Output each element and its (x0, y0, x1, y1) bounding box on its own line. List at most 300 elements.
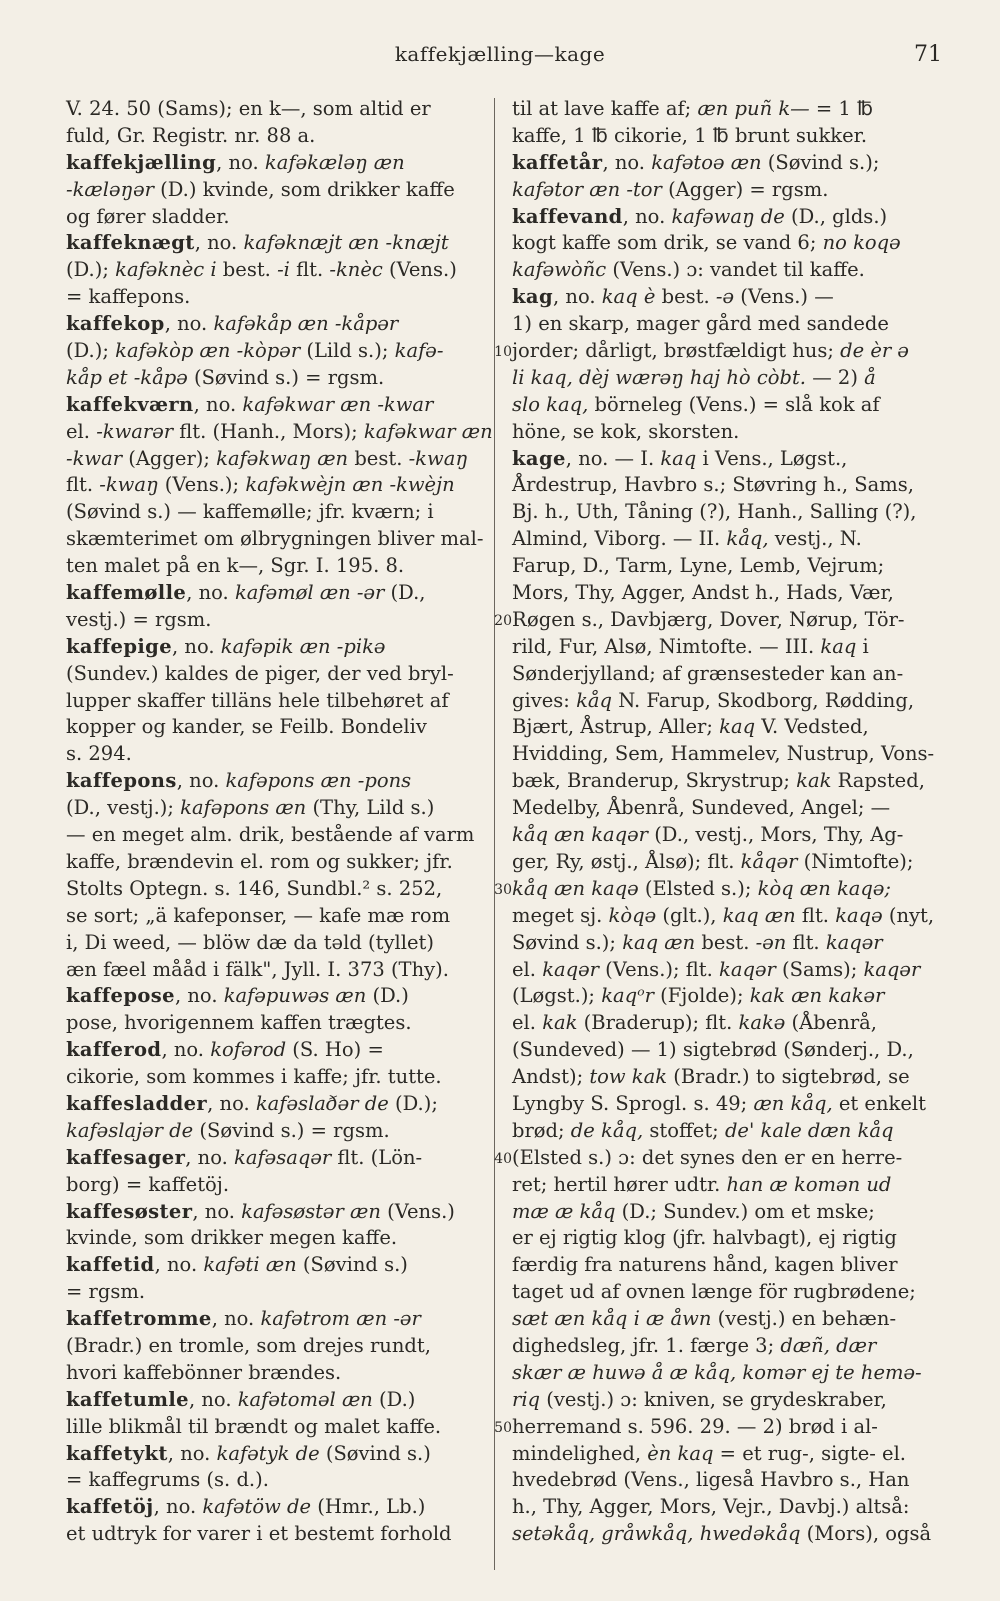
text-run: (D.) (366, 984, 409, 1008)
text-run: pose, hvorigennem kaffen trægtes. (66, 1011, 412, 1035)
phonetic-form: setəkåq, gråwkåq, hwedəkåq (512, 1522, 801, 1546)
text-line (512, 204, 930, 231)
text-run: el. (512, 957, 543, 981)
text-line (66, 768, 484, 795)
text-run: (Søvind s.) = rgsm. (187, 365, 385, 389)
text-run: Røgen s., Davbjærg, Dover, Nørup, Tör- (512, 607, 905, 631)
text-line (512, 392, 930, 419)
line-number: 50 (494, 1420, 512, 1437)
text-run: meget sj. (512, 903, 609, 927)
text-run: (Søvind s.) (296, 1253, 408, 1277)
text-run: — 2) (806, 365, 865, 389)
line-number: 20 (494, 613, 512, 630)
text-run: , no. (185, 1145, 235, 1169)
text-run: (Bradr.) en tromle, som drejes rundt, (66, 1333, 431, 1357)
phonetic-form: æn kåq, (753, 1091, 833, 1115)
text-run: = kaffepons. (66, 285, 191, 309)
phonetic-form: kafəpik æn -pikə (220, 634, 386, 658)
phonetic-form: kaqər (542, 957, 599, 981)
text-run: er ej rigtig klog (jfr. halvbagt), ej rigtig (512, 1226, 897, 1250)
phonetic-form: kaqə (835, 903, 883, 927)
text-line (512, 688, 930, 715)
text-line (512, 1199, 930, 1226)
text-line (66, 472, 484, 499)
text-line (66, 1279, 484, 1306)
text-run: , no. (207, 1091, 256, 1115)
headword: kaffetår (512, 150, 603, 174)
text-run: (Vens.) (382, 258, 457, 282)
phonetic-form: kafəknæjt æn -knæjt (243, 231, 449, 255)
text-line (512, 1441, 930, 1468)
text-line (512, 580, 930, 607)
text-line (66, 338, 484, 365)
phonetic-form: dæñ, dær (780, 1333, 877, 1357)
phonetic-form: han æ komən ud (726, 1172, 892, 1196)
line-number: 40 (494, 1151, 512, 1168)
text-line (512, 768, 930, 795)
phonetic-form: skær æ huwə å æ kåq, komər ej te hemə- (512, 1360, 922, 1384)
right-column (512, 96, 935, 1548)
text-run: el. (512, 1011, 543, 1035)
text-run: (D.; Sundev.) om et mske; (615, 1199, 875, 1223)
phonetic-form: kafəkwèjn æn -kwèjn (245, 473, 455, 497)
headword: kaffemølle (66, 581, 187, 605)
text-line (512, 230, 930, 257)
text-run: Andst); (512, 1065, 590, 1089)
headword: kaffepige (66, 634, 173, 658)
text-line (66, 553, 484, 580)
text-run: best. (348, 446, 409, 470)
text-run: (D.); (66, 258, 116, 282)
text-run: (D.) kvinde, som drikker kaffe (153, 177, 455, 201)
text-run: (D.) (372, 1387, 416, 1411)
text-run: (Sundev.) kaldes de piger, der ved bryl- (66, 661, 454, 685)
text-run: ret; hertil hører udtr. (512, 1172, 727, 1196)
text-run: , no. (188, 1387, 238, 1411)
text-run: (Vens.) ɔ: vandet til kaffe. (606, 258, 865, 282)
phonetic-form: kafəkæləŋ æn (264, 150, 405, 174)
headword: kaffesøster (66, 1199, 193, 1223)
text-run: lille blikmål til brændt og malet kaffe. (66, 1414, 442, 1438)
text-run: cikorie, som kommes i kaffe; jfr. tutte. (66, 1065, 442, 1089)
phonetic-form: kåp et -kåpə (66, 365, 188, 389)
text-line (66, 230, 484, 257)
text-line (512, 1225, 930, 1252)
text-run: dighedsleg, jfr. 1. færge 3; (512, 1333, 781, 1357)
text-line (512, 1091, 930, 1118)
text-run: , no. (164, 312, 214, 336)
text-run: kogt kaffe som drik, se vand 6; (512, 231, 823, 255)
text-run: el. (66, 419, 97, 443)
text-line (512, 257, 930, 284)
text-line (66, 1521, 484, 1548)
text-line (512, 903, 935, 930)
text-run: (D., glds.) (784, 204, 888, 228)
text-run: rild, Fur, Alsø, Nimtofte. — III. (512, 634, 821, 658)
text-line (512, 499, 930, 526)
text-run: , no. (211, 1307, 261, 1331)
text-line (512, 930, 930, 957)
headword: kag (512, 285, 553, 309)
text-run: flt. (795, 903, 836, 927)
text-run: N. Farup, Skodborg, Rødding, (612, 688, 915, 712)
headword: kafferod (66, 1038, 162, 1062)
page-number: 71 (914, 42, 942, 67)
text-run: (Elsted s.); (638, 876, 758, 900)
text-line (512, 1467, 930, 1494)
phonetic-form: kafətyk de (216, 1441, 320, 1465)
text-run: (Fjolde); (653, 984, 750, 1008)
text-run: hvedebrød (Vens., ligeså Havbro s., Han (512, 1468, 910, 1492)
text-run: et udtryk for varer i et bestemt forhold (66, 1522, 452, 1546)
phonetic-form: -i (277, 258, 290, 282)
phonetic-form: li kaq, dèj wærəŋ haj hò còbt. (512, 365, 807, 389)
text-line (66, 1225, 484, 1252)
text-run: , no. — I. (565, 446, 661, 470)
text-run: (D., vestj., Mors, Thy, Ag- (648, 823, 904, 847)
text-line (66, 1172, 484, 1199)
text-line (512, 1172, 930, 1199)
text-run: kvinde, som drikker megen kaffe. (66, 1226, 398, 1250)
phonetic-form: kåq (576, 688, 612, 712)
text-line (66, 1441, 484, 1468)
phonetic-form: kaq (719, 715, 756, 739)
text-run: best. (655, 285, 716, 309)
headword: kaffetöj (66, 1495, 154, 1519)
text-run: (Vens.) — (734, 285, 834, 309)
text-line (512, 1494, 930, 1521)
phonetic-form: kafəwòñc (512, 258, 607, 282)
text-run: , no. (172, 634, 221, 658)
phonetic-form: de' kale dæn kåq (724, 1118, 894, 1142)
text-line (66, 688, 484, 715)
text-run: Søvind s.); (512, 930, 623, 954)
text-run: til at lave kaffe af; (512, 97, 698, 120)
text-run: h., Thy, Agger, Mors, Vejr., Davbj.) altså: (512, 1495, 910, 1519)
phonetic-form: kaq æn (722, 903, 796, 927)
text-run: flt. (786, 930, 826, 954)
text-run: æn fæel mååd i fälk", Jyll. I. 373 (Thy). (66, 957, 449, 981)
text-line (66, 1387, 484, 1414)
text-line (66, 822, 484, 849)
text-line (512, 661, 930, 688)
text-line (512, 472, 930, 499)
text-run: (Mors), også (800, 1522, 932, 1546)
text-run: og fører sladder. (66, 204, 230, 228)
text-line (512, 553, 930, 580)
text-run: Sønderjylland; af grænsesteder kan an- (512, 661, 904, 685)
text-line (512, 1252, 930, 1279)
text-run: = rgsm. (66, 1280, 146, 1304)
text-line (66, 204, 484, 231)
text-run: borg) = kaffetöj. (66, 1172, 230, 1196)
text-line (66, 446, 484, 473)
text-run: , no. (153, 1495, 203, 1519)
text-run: börneleg (Vens.) = slå kok af (588, 392, 880, 416)
text-run: gives: (512, 688, 577, 712)
phonetic-form: kaqər (863, 957, 921, 981)
text-line (66, 1118, 484, 1145)
text-run: (Lild s.); (300, 339, 395, 363)
text-run: s. 294. (66, 742, 132, 766)
text-line (512, 311, 930, 338)
text-run: (nyt, (882, 903, 935, 927)
headword: kaffekværn (66, 392, 194, 416)
phonetic-form: kòqə (608, 903, 657, 927)
text-line (66, 123, 484, 150)
headword: kaffevand (512, 204, 623, 228)
text-line (66, 284, 484, 311)
text-run: (Søvind s.) = rgsm. (193, 1118, 390, 1142)
phonetic-form: no koqə (822, 231, 901, 255)
text-line (66, 983, 484, 1010)
text-line (66, 177, 484, 204)
text-line (512, 96, 930, 123)
text-line (512, 1333, 930, 1360)
phonetic-form: kafətöw de (202, 1495, 312, 1519)
text-line (512, 1010, 930, 1037)
text-line (66, 741, 484, 768)
text-run: (Sundeved) — 1) sigtebrød (Sønderj., D., (512, 1038, 914, 1062)
phonetic-form: kafəti æn (203, 1253, 297, 1277)
phonetic-form: de èr ə (840, 339, 909, 363)
text-run: höne, se kok, skorsten. (512, 419, 740, 443)
text-run: flt. (Hanh., Mors); (173, 419, 364, 443)
text-line (512, 526, 930, 553)
text-line (512, 1414, 930, 1441)
text-line (512, 876, 930, 903)
text-run: flt. (Lön- (331, 1145, 423, 1169)
phonetic-form: kak (796, 769, 832, 793)
text-run: kaffe, brændevin el. rom og sukker; jfr. (66, 849, 453, 873)
phonetic-form: kafəsaqər (234, 1145, 332, 1169)
text-run: Bj. h., Uth, Tåning (?), Hanh., Salling (?), (512, 500, 917, 524)
phonetic-form: kafəslaðər de (255, 1091, 389, 1115)
headword: kaffesladder (66, 1091, 208, 1115)
text-line (66, 957, 484, 984)
text-line (512, 1279, 930, 1306)
phonetic-form: kaqər (825, 930, 883, 954)
text-run: , no. (167, 1441, 217, 1465)
phonetic-form: kåq æn kaqə (512, 876, 639, 900)
text-run: bæk, Branderup, Skrystrup; (512, 769, 797, 793)
phonetic-form: kafəkòp æn -kòpər (115, 339, 301, 363)
text-line (66, 795, 484, 822)
line-number: 30 (494, 882, 512, 899)
text-line (66, 1252, 484, 1279)
text-line (512, 123, 930, 150)
text-line (512, 365, 930, 392)
text-run: lupper skaffer tilläns hele tilbehøret af (66, 688, 449, 712)
phonetic-form: -kwarər (96, 419, 174, 443)
phonetic-form: kafəknèc i (115, 258, 217, 282)
text-line (512, 1360, 930, 1387)
headword: kaffepose (66, 984, 175, 1008)
phonetic-form: kafəkwar æn -kwar (242, 392, 434, 416)
text-line (66, 1333, 484, 1360)
text-line (66, 150, 484, 177)
phonetic-form: -kæləŋər (66, 177, 154, 201)
text-run: kopper og kander, se Feilb. Bondeliv (66, 715, 427, 739)
phonetic-form: de kåq, (570, 1118, 644, 1142)
text-run: , no. (194, 231, 244, 255)
line-number: 10 (494, 344, 512, 361)
text-line (66, 1494, 484, 1521)
text-run: (Hmr., Lb.) (311, 1495, 426, 1519)
text-run: (Åbenrå, (785, 1011, 877, 1035)
text-run: = et rug-, sigte- el. (713, 1441, 907, 1465)
text-run: taget ud af ovnen længe för rugbrødene; (512, 1280, 916, 1304)
text-run: , no. (552, 285, 602, 309)
phonetic-form: kafəkwar æn (363, 419, 493, 443)
text-line (66, 1414, 484, 1441)
phonetic-form: kaq (820, 634, 857, 658)
text-line (66, 1360, 484, 1387)
phonetic-form: -knèc (329, 258, 383, 282)
text-run: Farup, D., Tarm, Lyne, Lemb, Vejrum; (512, 554, 885, 578)
text-line (66, 903, 484, 930)
phonetic-form: kafəwaŋ de (671, 204, 785, 228)
text-line (66, 526, 484, 553)
text-line (66, 1145, 484, 1172)
phonetic-form: kafəsøstər æn (241, 1199, 381, 1223)
text-run: flt. (66, 473, 100, 497)
text-line (66, 1010, 484, 1037)
phonetic-form: kafətrom æn -ər (260, 1307, 421, 1331)
phonetic-form: riq (512, 1387, 541, 1411)
text-run: Årdestrup, Havbro s.; Støvring h., Sams, (512, 473, 914, 497)
text-run: Lyngby S. Sprogl. s. 49; (512, 1091, 754, 1115)
text-line (512, 338, 930, 365)
text-line (512, 1064, 930, 1091)
phonetic-form: kafə- (394, 339, 444, 363)
text-run: hvori kaffebönner brændes. (66, 1360, 342, 1384)
phonetic-form: sæt æn kåq i æ åwn (512, 1307, 712, 1331)
text-line (512, 607, 930, 634)
headword: kaffetromme (66, 1307, 212, 1331)
headword: kage (512, 446, 566, 470)
text-run: , no. (602, 150, 652, 174)
text-line (512, 822, 930, 849)
text-run: , no. (174, 984, 224, 1008)
text-run: (Braderup); flt. (577, 1011, 739, 1035)
column-divider (494, 98, 495, 1570)
text-run: Mors, Thy, Agger, Andst h., Hads, Vær, (512, 581, 894, 605)
phonetic-form: kåq, (726, 527, 769, 551)
phonetic-form: -ən (755, 930, 787, 954)
phonetic-form: kafəkwaŋ æn (216, 446, 349, 470)
text-run: , no. (193, 392, 243, 416)
text-line (66, 1064, 484, 1091)
phonetic-form: kafətoməl æn (237, 1387, 373, 1411)
text-run: jorder; dårligt, brøstfældigt hus; (512, 339, 841, 363)
phonetic-form: kaqər (719, 957, 776, 981)
text-line (66, 876, 484, 903)
text-run: (S. Ho) = (286, 1038, 384, 1062)
running-head: kaffekjælling—kage (394, 42, 606, 66)
phonetic-form: kofərod (210, 1038, 287, 1062)
text-run: ten malet på en k—, Sgr. I. 195. 8. (66, 554, 405, 578)
phonetic-form: -kwaŋ (99, 473, 159, 497)
phonetic-form: -kwar (66, 446, 123, 470)
text-run: skæmterimet om ølbrygningen bliver mal- (66, 527, 484, 551)
text-run: (Elsted s.) ɔ: det synes den er en herre- (512, 1145, 903, 1169)
phonetic-form: tow kak (589, 1065, 668, 1089)
phonetic-form: -kwaŋ (408, 446, 468, 470)
text-line (66, 634, 484, 661)
text-run: , no. (161, 1038, 211, 1062)
text-run: (Agger); (122, 446, 217, 470)
text-run: (D.); (66, 339, 116, 363)
text-run: se sort; „ä kafeponser, — kafe mæ rom (66, 903, 451, 927)
phonetic-form: kåq æn kaqər (512, 823, 648, 847)
text-line (512, 150, 930, 177)
headword: kaffetid (66, 1253, 155, 1277)
text-line (66, 1467, 484, 1494)
text-line (66, 580, 484, 607)
text-run: brød; (512, 1118, 571, 1142)
text-run: (D., vestj.); (66, 796, 181, 820)
text-line (512, 795, 930, 822)
text-line (512, 741, 935, 768)
text-run: (D., (384, 581, 426, 605)
phonetic-form: kak (542, 1011, 578, 1035)
phonetic-form: kafəpons æn (180, 796, 307, 820)
text-run: (Thy, Lild s.) (306, 796, 435, 820)
phonetic-form: kòq æn kaqə; (757, 876, 891, 900)
headword: kaffekjælling (66, 150, 217, 174)
phonetic-form: kåqər (740, 849, 798, 873)
text-run: best. (695, 930, 756, 954)
text-run: færdig fra naturens hånd, kagen bliver (512, 1253, 898, 1277)
text-run: 1) en skarp, mager gård med sandede (512, 312, 889, 336)
text-run: Stolts Optegn. s. 146, Sundbl.² s. 252, (66, 876, 443, 900)
text-line (512, 1387, 930, 1414)
text-run: (Vens.); (158, 473, 246, 497)
text-line (66, 607, 484, 634)
text-run: i, Di weed, — blöw dæ da təld (tyllet) (66, 930, 434, 954)
text-run: vestj., N. (768, 527, 862, 551)
text-line (66, 1037, 484, 1064)
phonetic-form: slo kaq, (512, 392, 589, 416)
text-run: (Søvind s.); (761, 150, 880, 174)
headword: kaffekop (66, 312, 165, 336)
text-line (66, 392, 484, 419)
text-run: vestj.) = rgsm. (66, 607, 212, 631)
text-run: (vestj.) ɔ: kniven, se grydeskraber, (540, 1387, 887, 1411)
text-run: Medelby, Åbenrå, Sundeved, Angel; — (512, 796, 891, 820)
headword: kaffepons (66, 769, 177, 793)
phonetic-form: æn puñ k— (697, 97, 810, 120)
phonetic-form: èn kaq (647, 1441, 714, 1465)
text-run: (Sams); (775, 957, 864, 981)
phonetic-form: kafətoə æn (651, 150, 762, 174)
text-run: flt. (289, 258, 330, 282)
text-line (512, 983, 930, 1010)
text-run: (D.); (388, 1091, 438, 1115)
text-line (66, 311, 484, 338)
text-line (512, 1037, 930, 1064)
text-run: (Vens.); flt. (598, 957, 720, 981)
text-line (66, 1091, 484, 1118)
phonetic-form: kafəkåp æn -kåpər (213, 312, 399, 336)
text-run: Rapsted, (831, 769, 925, 793)
text-line (66, 714, 484, 741)
text-line (66, 96, 484, 123)
phonetic-form: kafəslajər de (66, 1118, 194, 1142)
text-line (66, 257, 484, 284)
phonetic-form: å (864, 365, 876, 389)
